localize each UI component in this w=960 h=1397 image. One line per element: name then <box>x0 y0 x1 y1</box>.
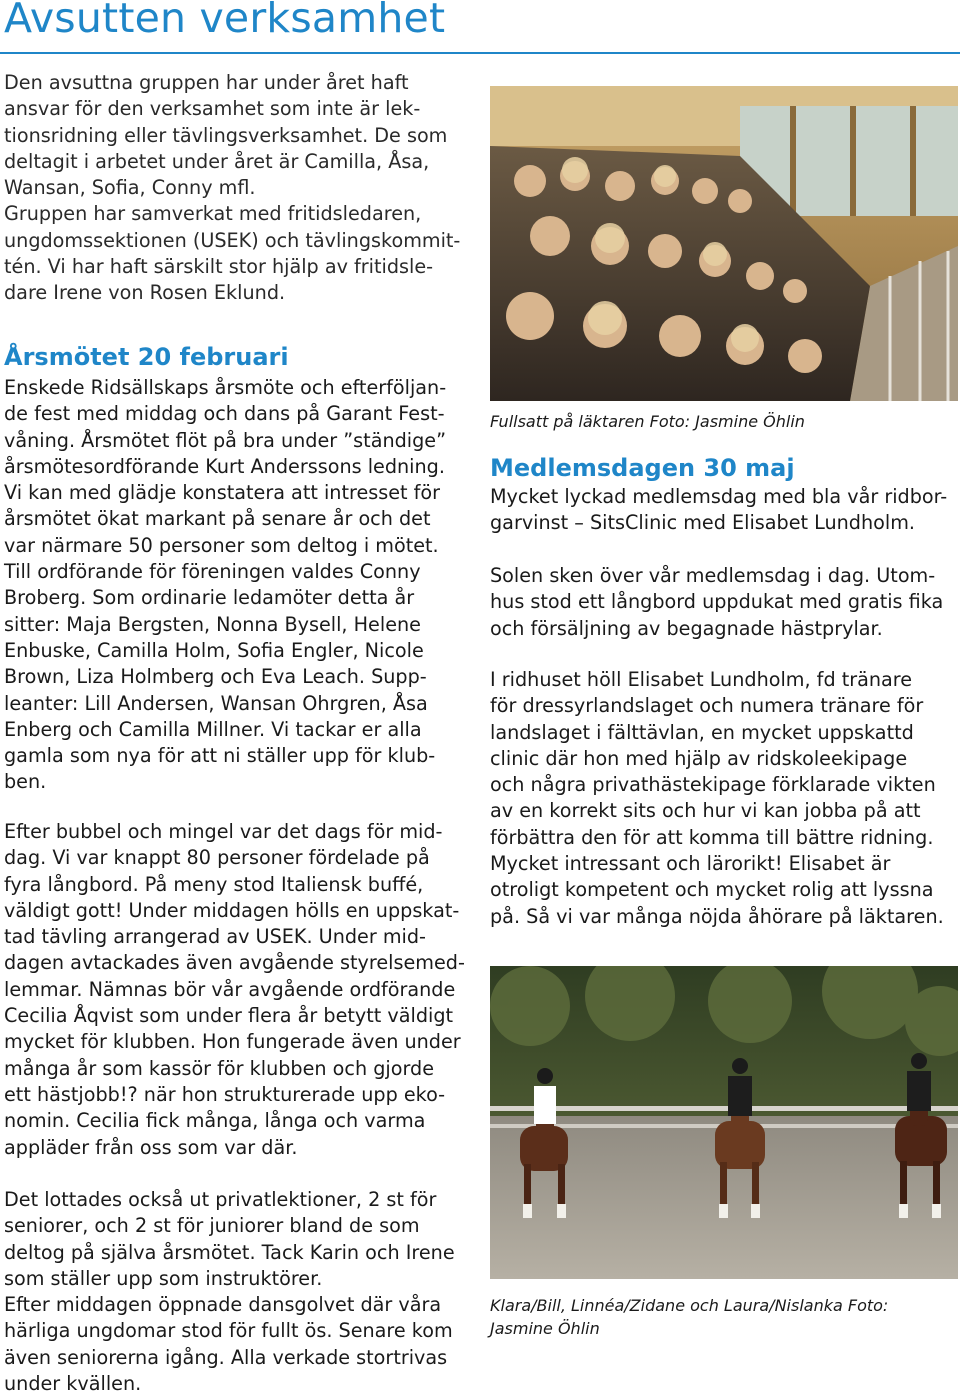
annual-meeting-paragraph-2: Efter bubbel och mingel var det dags för mid- dag. Vi var knappt 80 personer fördelade på fyra långbord. På meny stod Italiensk buffé, väldigt gott! Under middagen hölls en uppskat- tad tävling arrangerad av USEK. Under mid- dagen avtackades även avgående styrelsemed- lemmar. Nämnas bör vår avgående ordförande Cecilia Åqvist som under flera år betytt väldigt mycket för klubben. Hon fungerade även under många år som kassör för klubben och gjorde ett hästjobb!? när hon strukturerade upp eko- nomin. Cecilia fick många, långa och varma appläder från oss som var där. <box>4 820 465 1159</box>
intro-paragraph: Den avsuttna gruppen har under året haft ansvar för den verksamhet som inte är lek- tionsridning eller tävlingsverksamhet. De som deltagit i arbetet under året är Camilla, Åsa, Wansan, Sofia, Conny mfl. Gruppen har samverkat med fritidsledaren, ungdomssektionen (USEK) och tävlingskommit- tén. Vi har haft särskilt stor hjälp av fritidsle- dare Irene von Rosen Eklund. <box>4 71 461 305</box>
audience-photo-image <box>490 86 958 401</box>
page-title: Avsutten verksamhet <box>4 0 446 42</box>
audience-photo-caption: Fullsatt på läktaren Foto: Jasmine Öhlin <box>490 412 805 431</box>
annual-meeting-paragraph-1: Enskede Ridsällskaps årsmöte och efterföljan- de fest med middag och dans på Garant Fest- våning. Årsmötet flöt på bra under ”ständige” årsmötesordförande Kurt Anderssons ledning. Vi kan med glädje konstatera att intresset för årsmötet ökat markant på senare år och det var närmare 50 personer som deltog i mötet. Till ordförande för föreningen valdes Conny Broberg. Som ordinarie ledamöter detta år sitter: Maja Bergsten, Nonna Bysell, Helene Enbuske, Camilla Holm, Sofia Engler, Nicole Brown, Liza Holmberg och Eva Leach. Supp- leanter: Lill Andersen, Wansan Ohrgren, Åsa Enberg och Camilla Millner. Vi tackar er alla gamla som nya för att ni ställer upp för klub- ben. <box>4 376 447 794</box>
riders-photo-caption: Klara/Bill, Linnéa/Zidane och Laura/Nislanka Foto: Jasmine Öhlin <box>490 1296 889 1338</box>
member-day-paragraph-1: Mycket lyckad medlemsdag med bla vår ridbor- garvinst – SitsClinic med Elisabet Lundholm. <box>490 485 948 535</box>
riders-photo <box>490 966 958 1279</box>
member-day-paragraph-2: Solen sken över vår medlemsdag i dag. Utom- hus stod ett långbord uppdukat med gratis fika och försäljning av begagnade hästprylar. <box>490 564 944 640</box>
member-day-paragraph-3: I ridhuset höll Elisabet Lundholm, fd tränare för dressyrlandslaget och numera tränare för landslaget i fälttävlan, en mycket uppskattd clinic där hon med hjälp av ridskoleekipage och några privathästekipage förklarade vikten av en korrekt sits och hur vi kan jobba på att förbättra den för att komma till bättre ridning. Mycket intressant och lärorikt! Elisabet är otroligt kompetent och mycket rolig att lyssna på. Så vi var många nöjda åhörare på läktaren. <box>490 668 944 928</box>
riders-photo-image <box>490 966 958 1279</box>
audience-photo <box>490 86 958 401</box>
title-divider <box>0 52 960 54</box>
annual-meeting-heading: Årsmötet 20 februari <box>4 343 289 371</box>
annual-meeting-paragraph-3: Det lottades också ut privatlektioner, 2 st för seniorer, och 2 st för juniorer bland de som deltog på själva årsmötet. Tack Karin och Irene som ställer upp som instruktörer. Efter middagen öppnade dansgolvet där våra härliga ungdomar stod för fullt ös. Senare kom även seniorerna igång. Alla verkade stortrivas under kvällen. <box>4 1188 455 1396</box>
member-day-heading: Medlemsdagen 30 maj <box>490 454 795 482</box>
